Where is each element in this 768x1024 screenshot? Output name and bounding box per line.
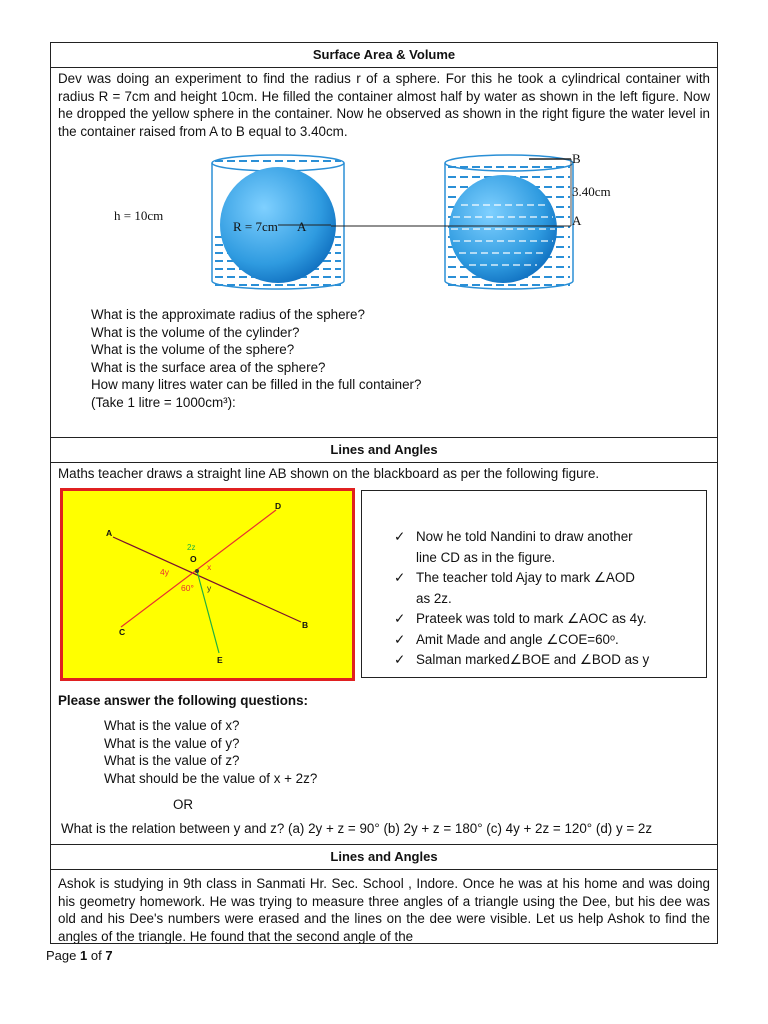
check-item <box>394 609 699 630</box>
label-A: A <box>106 528 113 538</box>
ashok-paragraph: Ashok is studying in 9th class in Sanmati Hr. Sec. School , Indore. Once he was at his home and was doing his geometry homework. He was trying to measure three angles of a triangle using the Dee, but his dee was old and his Dee's numbers were erased and the lines on the dee were visible. Let us help Ashok to find the angles of the triangle. He found that the second angle of the <box>58 876 710 944</box>
label-2z: 2z <box>187 543 196 552</box>
checkmark-icon: ✓ <box>394 570 406 585</box>
cylinder-svg <box>151 153 591 303</box>
section-title-lines-angles-1: Lines and Angles <box>51 437 717 463</box>
page-number: 1 <box>80 948 88 963</box>
worksheet-frame <box>50 42 718 944</box>
point-a-left-label: A <box>297 219 307 234</box>
check-text: Prateek was told to mark ∠AOC as 4y. <box>416 611 647 626</box>
question-item: What is the value of x? <box>104 718 240 733</box>
label-x: x <box>207 562 212 572</box>
sphere-questions <box>91 306 421 412</box>
lines-angles-intro: Maths teacher draws a straight line AB shown on the blackboard as per the following figure. <box>58 466 600 481</box>
checkmark-icon: ✓ <box>394 611 406 626</box>
checkmark-icon: ✓ <box>394 529 406 544</box>
radius-label: R = 7cm <box>233 219 278 234</box>
label-B: B <box>302 620 309 630</box>
label-y: y <box>207 583 212 593</box>
page-footer <box>46 948 113 963</box>
check-text: Salman marked∠BOE and ∠BOD as y <box>416 652 650 667</box>
page-word: Page <box>46 948 77 963</box>
question-item: How many litres water can be filled in the full container? <box>91 377 422 393</box>
point-a-right-label: A <box>572 213 582 228</box>
label-C: C <box>119 627 126 637</box>
or-label: OR <box>173 797 194 812</box>
left-cylinder <box>212 155 344 289</box>
checkmark-icon: ✓ <box>394 652 406 667</box>
question-item: What is the surface area of the sphere? <box>91 359 326 375</box>
label-E: E <box>217 655 223 665</box>
relation-question: What is the relation between y and z? (a) 2y + z = 90° (b) 2y + z = 180° (c) 4y + 2z = 120° (d) y = 2z <box>61 821 653 836</box>
question-item: What is the value of z? <box>104 753 240 769</box>
point-b-label: B <box>572 151 581 166</box>
height-label: h = 10cm <box>114 208 164 223</box>
check-text: line CD as in the figure. <box>416 549 556 565</box>
question-item: What is the approximate radius of the sphere? <box>91 307 365 322</box>
surface-area-paragraph: Dev was doing an experiment to find the radius r of a sphere. For this he took a cylindrical container with radius R = 7cm and height 10cm. He filled the container almost half by water as shown in the left figure. Now he dropped the yellow sphere in the container. Now he observed as shown in the right figure the water level in the container raised from A to B equal to 3.40cm. <box>58 71 710 139</box>
question-item: What is the volume of the cylinder? <box>91 324 300 340</box>
check-item <box>394 568 699 609</box>
instruction-checklist <box>394 527 699 671</box>
rise-label: 3.40cm <box>572 184 611 199</box>
question-item: What is the volume of the sphere? <box>91 342 295 358</box>
check-text: Amit Made and angle ∠COE=60ᵒ. <box>416 631 619 647</box>
check-text: The teacher told Ajay to mark ∠AOD <box>416 570 635 585</box>
blackboard-figure <box>60 488 355 681</box>
page-total: 7 <box>105 948 113 963</box>
angle-questions <box>104 717 317 787</box>
question-item: (Take 1 litre = 1000cm³): <box>91 394 236 410</box>
cylinder-figure <box>114 151 611 303</box>
check-text: Now he told Nandini to draw another <box>416 529 633 544</box>
question-item: What should be the value of x + 2z? <box>104 770 318 786</box>
check-item <box>394 630 699 651</box>
answer-prompt: Please answer the following questions: <box>58 693 309 708</box>
section-title-lines-angles-2: Lines and Angles <box>51 844 717 870</box>
question-item: What is the value of y? <box>104 735 240 751</box>
check-item <box>394 650 699 671</box>
checkmark-icon: ✓ <box>394 631 406 647</box>
label-4y: 4y <box>160 567 169 577</box>
label-60: 60° <box>181 583 194 593</box>
check-text: as 2z. <box>416 590 452 606</box>
label-O: O <box>190 554 197 564</box>
line-cd <box>121 510 276 627</box>
right-cylinder <box>445 155 573 289</box>
label-D: D <box>275 501 282 511</box>
check-item <box>394 527 699 568</box>
of-word: of <box>90 948 102 963</box>
section-title-surface-area: Surface Area & Volume <box>51 43 717 68</box>
instruction-box <box>361 490 707 678</box>
